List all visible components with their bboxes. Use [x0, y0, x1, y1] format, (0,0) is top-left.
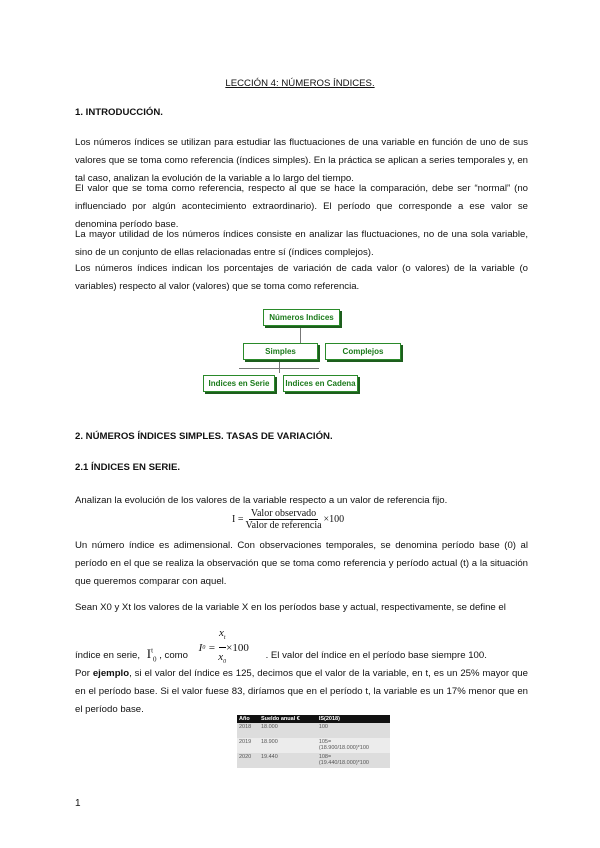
- page-number: 1: [75, 798, 81, 809]
- heading-indices-simples: 2. NÚMEROS ÍNDICES SIMPLES. TASAS DE VARIACIÓN.: [75, 431, 333, 442]
- table-row: 2019 18.900 105= (18.900/18.000)*100: [237, 738, 390, 753]
- paragraph: Sean X0 y Xt los valores de la variable X en los períodos base y actual, respectivamente, se define el: [75, 602, 506, 613]
- paragraph: Los números índices indican los porcentajes de variación de cada valor (o valores) de la variable (o variables) respecto al valor (valores) que se toma como referencia.: [75, 263, 528, 292]
- paragraph-index-definition: índice en serie, $I^t_0$ , como I 0 = $\frac{x_t}{x_0}$ ×100 . El valor del índice en el período base siempre 100.: [75, 632, 528, 679]
- table-row: 2018 18.000 100: [237, 723, 390, 738]
- paragraph: Analizan la evolución de los valores de la variable respecto a un valor de referencia fijo.: [75, 495, 448, 506]
- paragraph: El valor que se toma como referencia, respecto al que se hace la comparación, debe ser “normal” (no influenciado por algún acontecimiento extraordinario). El período que corresponde a ese valor se denomina período base.: [75, 183, 528, 230]
- lesson-title: LECCIÓN 4: NÚMEROS ÍNDICES.: [225, 78, 375, 89]
- paragraph: Un número índice es adimensional. Con observaciones temporales, se denomina período base (0) al período en el que se realiza la observación que se toma como referencia y período actual (t) a la situación que queremos comparar con aquel.: [75, 540, 528, 587]
- formula-index: I = Valor observado Valor de referencia ×100: [232, 508, 345, 531]
- diagram-complejos: Complejos: [325, 343, 401, 360]
- diagram-serie: Indices en Serie: [203, 375, 275, 392]
- diagram-root: Números Indices: [263, 309, 340, 326]
- heading-indices-serie: 2.1 ÍNDICES EN SERIE.: [75, 462, 181, 473]
- paragraph-example: Por ejemplo, si el valor del índice es 125, decimos que el valor de la variable, en t, es un 25% mayor que en el período base. Si el valor fuese 83, diríamos que en el período t, la variable es un 17% menor que en el período base.: [75, 668, 528, 715]
- example-table: Año Sueldo anual € IS(2018) 2018 18.000 100 2019 18.900 105= (18.900/18.000)*100 2020 19.440 108= (19.440/18.000)*100: [237, 715, 390, 768]
- paragraph: La mayor utilidad de los números índices consiste en analizar las fluctuaciones, no de una sola variable, sino de un conjunto de ellas relacionadas entre sí (índices complejos).: [75, 229, 528, 258]
- diagram-cadena: Indices en Cadena: [283, 375, 358, 392]
- formula-series-index: I 0 = $\frac{x_t}{x_0}$ ×100: [199, 624, 249, 671]
- paragraph: Los números índices se utilizan para estudiar las fluctuaciones de una variable en función de uno de sus valores que se toma como referencia (índices simples). En la práctica se aplican a series temporales y, en tal caso, analizan la evolución de la variable a lo largo del tiempo.: [75, 137, 528, 184]
- heading-introduccion: 1. INTRODUCCIÓN.: [75, 107, 163, 118]
- table-row: 2020 19.440 108= (19.440/18.000)*100: [237, 753, 390, 768]
- diagram-simples: Simples: [243, 343, 318, 360]
- index-symbol: $I^t_0$: [146, 646, 157, 664]
